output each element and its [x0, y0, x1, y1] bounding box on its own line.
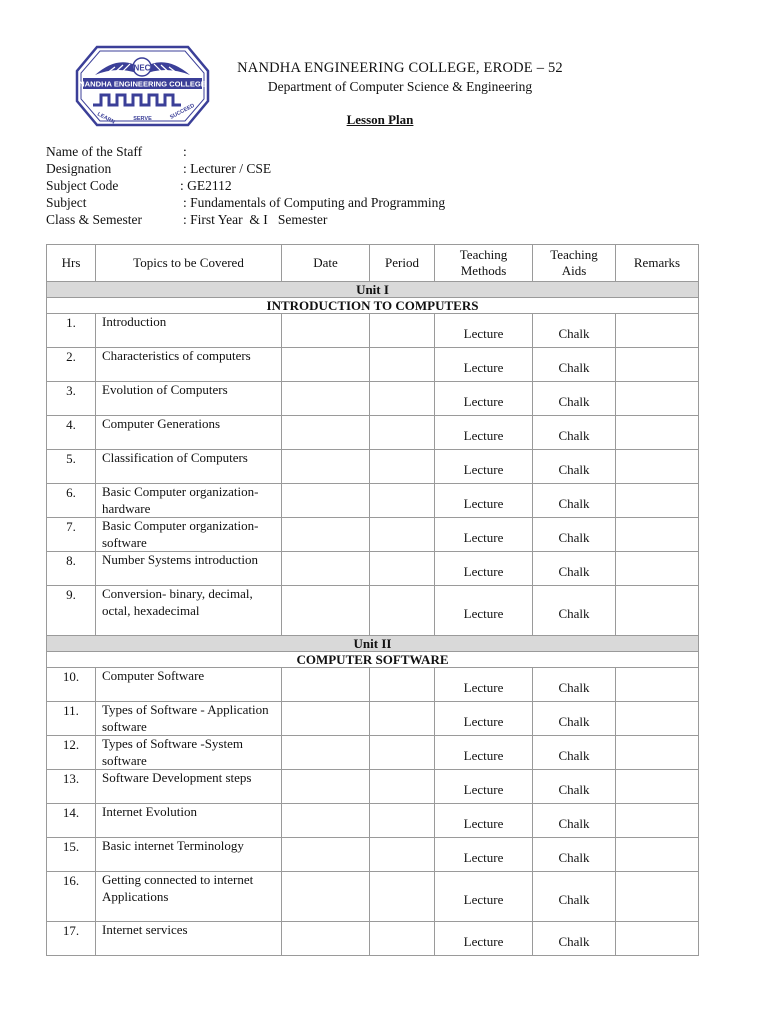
cell-teaching-method: Lecture [435, 736, 533, 770]
cell-hrs: 4. [47, 416, 96, 450]
cell-remarks [616, 804, 699, 838]
cell-hrs: 1. [47, 314, 96, 348]
cell-period [370, 668, 435, 702]
cell-teaching-aid: Chalk [533, 770, 616, 804]
cell-hrs: 5. [47, 450, 96, 484]
table-row [47, 382, 699, 416]
cell-teaching-method: Lecture [435, 770, 533, 804]
table-row [47, 314, 699, 348]
cell-teaching-method: Lecture [435, 382, 533, 416]
info-row-subject [46, 194, 445, 211]
cell-hrs: 15. [47, 838, 96, 872]
cell-topic: Characteristics of computers [96, 348, 282, 382]
cell-teaching-aid: Chalk [533, 586, 616, 636]
cell-remarks [616, 668, 699, 702]
cell-hrs: 17. [47, 922, 96, 956]
cell-period [370, 770, 435, 804]
cell-remarks [616, 872, 699, 922]
cell-teaching-method: Lecture [435, 838, 533, 872]
unit-name: INTRODUCTION TO COMPUTERS [47, 298, 699, 314]
col-header-teaching-methods: Teaching Methods [435, 245, 533, 282]
cell-teaching-aid: Chalk [533, 804, 616, 838]
cell-period [370, 484, 435, 518]
table-row [47, 872, 699, 922]
table-row [47, 552, 699, 586]
cell-date [282, 668, 370, 702]
cell-period [370, 450, 435, 484]
info-value: : Fundamentals of Computing and Programming [183, 195, 446, 210]
col-header-date: Date [282, 245, 370, 282]
cell-remarks [616, 702, 699, 736]
cell-remarks [616, 314, 699, 348]
cell-date [282, 838, 370, 872]
cell-teaching-aid: Chalk [533, 484, 616, 518]
cell-teaching-aid: Chalk [533, 314, 616, 348]
info-row-staff [46, 143, 187, 160]
cell-topic: Conversion- binary, decimal, octal, hexadecimal [96, 586, 282, 636]
cell-teaching-aid: Chalk [533, 348, 616, 382]
page-title: Lesson Plan [346, 112, 414, 127]
cell-remarks [616, 416, 699, 450]
cell-topic: Number Systems introduction [96, 552, 282, 586]
cell-teaching-aid: Chalk [533, 702, 616, 736]
unit-name-row [47, 298, 699, 314]
cell-date [282, 450, 370, 484]
cell-date [282, 348, 370, 382]
cell-topic: Internet Evolution [96, 804, 282, 838]
cell-teaching-aid: Chalk [533, 872, 616, 922]
unit-row [47, 282, 699, 298]
cell-hrs: 14. [47, 804, 96, 838]
cell-teaching-aid: Chalk [533, 668, 616, 702]
info-label: Designation [46, 161, 112, 176]
table-header-row [47, 245, 699, 282]
cell-date [282, 518, 370, 552]
cell-hrs: 7. [47, 518, 96, 552]
cell-teaching-method: Lecture [435, 518, 533, 552]
cell-date [282, 314, 370, 348]
cell-teaching-method: Lecture [435, 702, 533, 736]
cell-teaching-method: Lecture [435, 348, 533, 382]
cell-period [370, 804, 435, 838]
col-header-topics: Topics to be Covered [96, 245, 282, 282]
table-row [47, 450, 699, 484]
info-label: Subject Code [46, 178, 119, 193]
cell-period [370, 736, 435, 770]
table-row [47, 922, 699, 956]
cell-period [370, 586, 435, 636]
cell-topic: Introduction [96, 314, 282, 348]
cell-remarks [616, 770, 699, 804]
cell-remarks [616, 586, 699, 636]
cell-period [370, 922, 435, 956]
table-row [47, 668, 699, 702]
cell-remarks [616, 382, 699, 416]
cell-teaching-method: Lecture [435, 922, 533, 956]
cell-period [370, 416, 435, 450]
cell-teaching-method: Lecture [435, 484, 533, 518]
col-header-teaching-aids: Teaching Aids [533, 245, 616, 282]
cell-teaching-method: Lecture [435, 872, 533, 922]
info-value: : First Year & I Semester [183, 212, 328, 227]
cell-teaching-aid: Chalk [533, 450, 616, 484]
cell-date [282, 804, 370, 838]
cell-period [370, 702, 435, 736]
cell-hrs: 3. [47, 382, 96, 416]
unit-label: Unit II [47, 636, 699, 652]
table-row [47, 804, 699, 838]
logo-monogram: NEC [133, 63, 151, 73]
cell-teaching-aid: Chalk [533, 416, 616, 450]
cell-remarks [616, 838, 699, 872]
info-value: : GE2112 [180, 178, 232, 193]
cell-hrs: 13. [47, 770, 96, 804]
cell-date [282, 702, 370, 736]
unit-name-row [47, 652, 699, 668]
cell-topic: Classification of Computers [96, 450, 282, 484]
cell-teaching-method: Lecture [435, 668, 533, 702]
cell-date [282, 552, 370, 586]
cell-period [370, 314, 435, 348]
cell-date [282, 922, 370, 956]
cell-hrs: 9. [47, 586, 96, 636]
department-name: Department of Computer Science & Engineering [267, 79, 533, 94]
cell-period [370, 838, 435, 872]
info-label: Class & Semester [46, 212, 142, 227]
unit-label: Unit I [47, 282, 699, 298]
cell-topic: Software Development steps [96, 770, 282, 804]
info-value: : Lecturer / CSE [183, 161, 272, 176]
college-logo [75, 45, 210, 127]
cell-teaching-aid: Chalk [533, 736, 616, 770]
cell-date [282, 586, 370, 636]
cell-remarks [616, 450, 699, 484]
cell-remarks [616, 922, 699, 956]
cell-period [370, 348, 435, 382]
cell-date [282, 770, 370, 804]
cell-topic: Basic Computer organization- software [96, 518, 282, 552]
table-row [47, 838, 699, 872]
logo-college-name: NANDHA ENGINEERING COLLEGE [79, 79, 206, 89]
cell-topic: Types of Software - Application software [96, 702, 282, 736]
logo-motto-left: LEARN [96, 111, 116, 126]
cell-teaching-method: Lecture [435, 586, 533, 636]
unit-name: COMPUTER SOFTWARE [47, 652, 699, 668]
cell-topic: Getting connected to internet Applications [96, 872, 282, 922]
cell-teaching-method: Lecture [435, 804, 533, 838]
cell-period [370, 518, 435, 552]
cell-hrs: 12. [47, 736, 96, 770]
table-row [47, 416, 699, 450]
cell-hrs: 11. [47, 702, 96, 736]
col-header-remarks: Remarks [616, 245, 699, 282]
unit-row [47, 636, 699, 652]
info-label: Name of the Staff [46, 144, 143, 159]
cell-topic: Evolution of Computers [96, 382, 282, 416]
cell-teaching-method: Lecture [435, 450, 533, 484]
cell-teaching-aid: Chalk [533, 382, 616, 416]
info-value: : [183, 144, 187, 159]
lesson-plan-table [46, 244, 699, 956]
cell-remarks [616, 552, 699, 586]
table-row [47, 770, 699, 804]
info-row-subject-code [46, 177, 232, 194]
info-row-class [46, 211, 327, 228]
cell-teaching-method: Lecture [435, 552, 533, 586]
cell-remarks [616, 518, 699, 552]
col-header-period: Period [370, 245, 435, 282]
cell-hrs: 2. [47, 348, 96, 382]
cell-hrs: 10. [47, 668, 96, 702]
cell-hrs: 16. [47, 872, 96, 922]
cell-topic: Types of Software -System software [96, 736, 282, 770]
info-label: Subject [46, 195, 87, 210]
table-row [47, 702, 699, 736]
table-row [47, 484, 699, 518]
table-row [47, 518, 699, 552]
cell-date [282, 416, 370, 450]
cell-hrs: 8. [47, 552, 96, 586]
cell-remarks [616, 348, 699, 382]
table-row [47, 586, 699, 636]
cell-date [282, 382, 370, 416]
col-header-hrs: Hrs [47, 245, 96, 282]
cell-teaching-aid: Chalk [533, 922, 616, 956]
cell-topic: Internet services [96, 922, 282, 956]
cell-period [370, 552, 435, 586]
cell-period [370, 872, 435, 922]
logo-motto-right: SUCCEED [169, 102, 196, 121]
college-name: NANDHA ENGINEERING COLLEGE, ERODE – 52 [237, 60, 563, 76]
cell-teaching-aid: Chalk [533, 518, 616, 552]
cell-date [282, 872, 370, 922]
cell-remarks [616, 484, 699, 518]
cell-topic: Computer Generations [96, 416, 282, 450]
cell-teaching-method: Lecture [435, 416, 533, 450]
cell-date [282, 484, 370, 518]
cell-topic: Computer Software [96, 668, 282, 702]
table-row [47, 348, 699, 382]
logo-motto-center: SERVE [133, 116, 152, 122]
info-row-designation [46, 160, 271, 177]
cell-topic: Basic Computer organization- hardware [96, 484, 282, 518]
cell-date [282, 736, 370, 770]
cell-teaching-method: Lecture [435, 314, 533, 348]
table-row [47, 736, 699, 770]
cell-teaching-aid: Chalk [533, 552, 616, 586]
cell-period [370, 382, 435, 416]
cell-hrs: 6. [47, 484, 96, 518]
cell-remarks [616, 736, 699, 770]
cell-teaching-aid: Chalk [533, 838, 616, 872]
cell-topic: Basic internet Terminology [96, 838, 282, 872]
